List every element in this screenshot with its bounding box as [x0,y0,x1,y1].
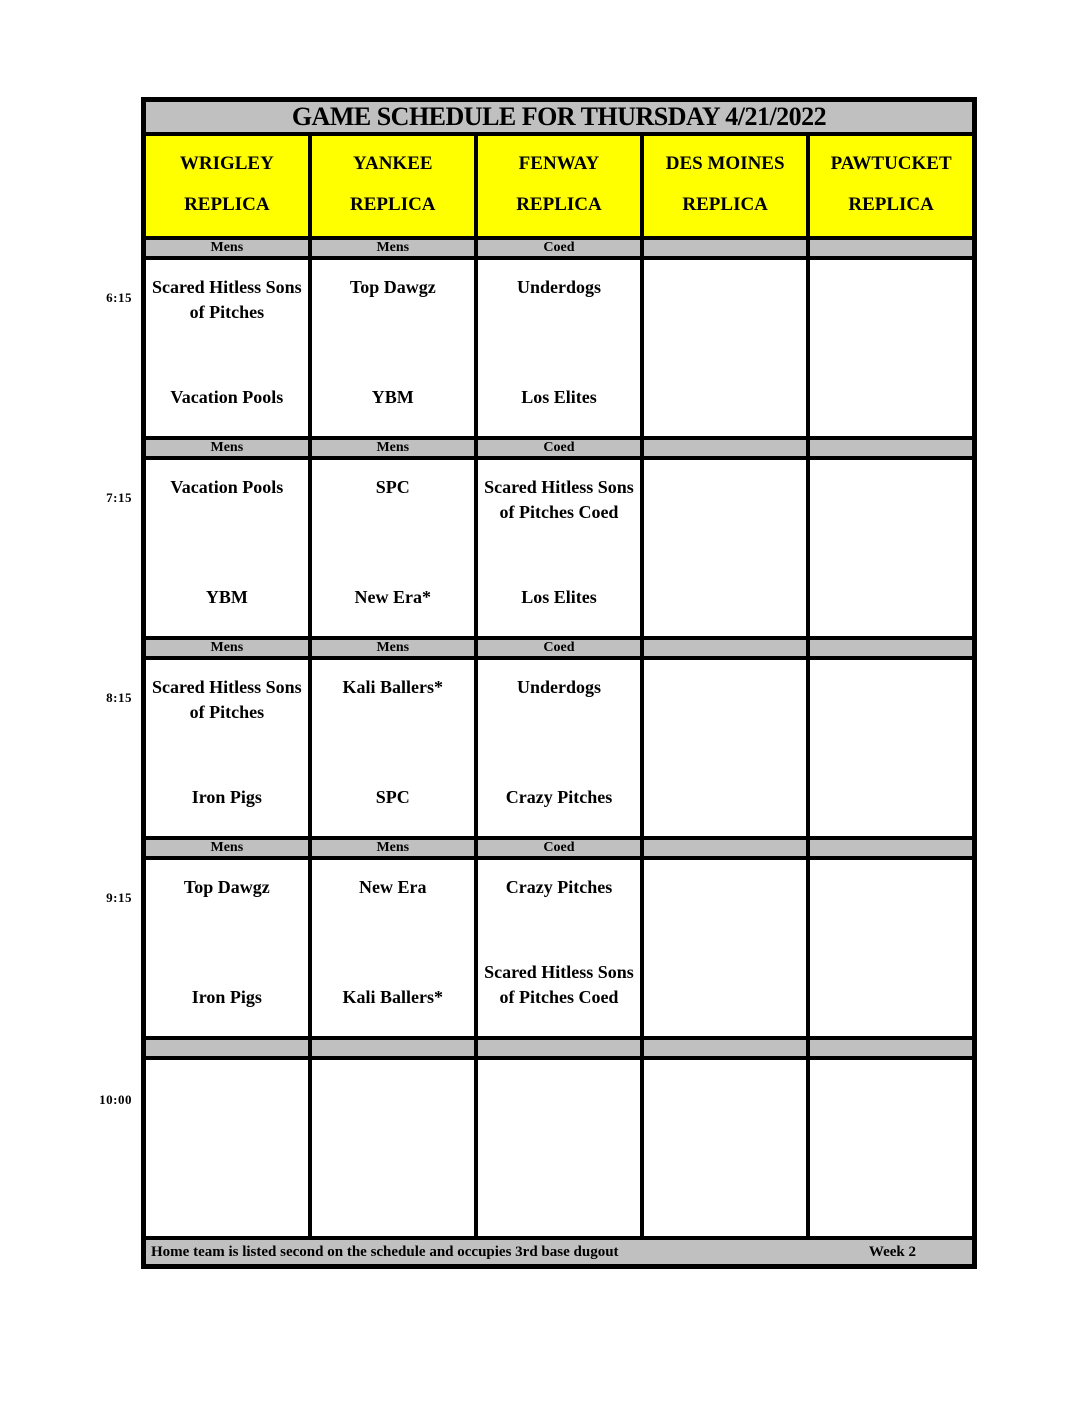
division-band [642,1038,808,1058]
game-cell [642,858,808,1038]
away-team: Vacation Pools [170,477,284,497]
home-team: Crazy Pitches [505,786,613,807]
home-team: Los Elites [521,586,597,607]
venue-header-yankee [310,134,476,238]
venue-name: FENWAY [518,153,600,174]
game-cell [476,458,642,638]
division-band [808,1038,974,1058]
venue-sub: REPLICA [516,194,602,215]
home-team: New Era* [354,586,432,607]
away-team: Scared Hitless Sons of Pitches [152,677,302,723]
game-cell [808,858,974,1038]
division-band: Mens [310,238,476,258]
home-team: Kali Ballers* [342,986,444,1007]
game-cell [808,258,974,438]
away-team: Underdogs [516,277,601,297]
venue-name: DES MOINES [665,153,785,174]
division-band [808,638,974,658]
division-band: Mens [144,838,310,858]
division-band: Mens [144,238,310,258]
game-cell [310,658,476,838]
venue-header-wrigley [144,134,310,238]
time-label: 9:15 [106,890,132,905]
away-team: Top Dawgz [349,277,436,297]
venue-name: PAWTUCKET [830,153,952,174]
game-cell [144,1058,310,1238]
division-band: Mens [310,438,476,458]
footer-bar [144,1238,975,1267]
away-team: New Era [359,877,427,897]
home-team: YBM [371,386,414,407]
game-cell [144,258,310,438]
venue-name: WRIGLEY [179,153,274,174]
game-cell [808,1058,974,1238]
division-band: Mens [144,638,310,658]
division-band: Coed [476,438,642,458]
division-band [642,238,808,258]
game-cell [642,458,808,638]
home-team: Iron Pigs [191,786,262,807]
away-team: Top Dawgz [183,877,270,897]
game-cell [476,858,642,1038]
division-band [642,838,808,858]
home-team: YBM [205,586,248,607]
venue-name: YANKEE [353,153,433,174]
time-label: 10:00 [99,1092,132,1107]
game-schedule-table [141,97,977,1269]
game-cell [808,458,974,638]
game-cell [642,1058,808,1238]
division-band: Mens [144,438,310,458]
game-cell [476,1058,642,1238]
division-band: Mens [310,638,476,658]
venue-sub: REPLICA [350,194,436,215]
schedule-title: GAME SCHEDULE FOR THURSDAY 4/21/2022 [144,100,975,135]
game-cell [310,858,476,1038]
game-cell [310,1058,476,1238]
away-team: Crazy Pitches [505,877,613,897]
home-team: Scared Hitless Sons of Pitches Coed [484,961,634,1007]
division-band [144,1038,310,1058]
game-cell [144,458,310,638]
time-label: 7:15 [106,490,132,505]
division-band: Coed [476,638,642,658]
game-cell [642,658,808,838]
game-cell [310,258,476,438]
time-label: 8:15 [106,690,132,705]
venue-header-des-moines [642,134,808,238]
home-team: Iron Pigs [191,986,262,1007]
home-team: Vacation Pools [170,386,284,407]
division-band: Mens [310,838,476,858]
division-band [808,838,974,858]
venue-sub: REPLICA [848,194,934,215]
game-cell [310,458,476,638]
away-team: SPC [375,477,410,497]
venue-header-fenway [476,134,642,238]
time-label: 6:15 [106,290,132,305]
game-cell [144,658,310,838]
division-band [476,1038,642,1058]
away-team: Scared Hitless Sons of Pitches [152,277,302,323]
home-team-note: Home team is listed second on the schedule and occupies 3rd base dugout [151,1243,619,1260]
away-team: Underdogs [516,677,601,697]
home-team: Los Elites [521,386,597,407]
division-band [642,638,808,658]
division-band [808,438,974,458]
division-band [642,438,808,458]
game-cell [476,658,642,838]
division-band: Coed [476,838,642,858]
time-gutter [0,0,132,1408]
game-cell [144,858,310,1038]
division-band [808,238,974,258]
game-cell [808,658,974,838]
venue-header-pawtucket [808,134,974,238]
home-team: SPC [375,786,410,807]
division-band [310,1038,476,1058]
venue-sub: REPLICA [184,194,270,215]
division-band: Coed [476,238,642,258]
venue-sub: REPLICA [682,194,768,215]
away-team: Kali Ballers* [342,677,444,697]
week-label: Week 2 [868,1243,916,1260]
game-cell [642,258,808,438]
away-team: Scared Hitless Sons of Pitches Coed [484,477,634,523]
game-cell [476,258,642,438]
